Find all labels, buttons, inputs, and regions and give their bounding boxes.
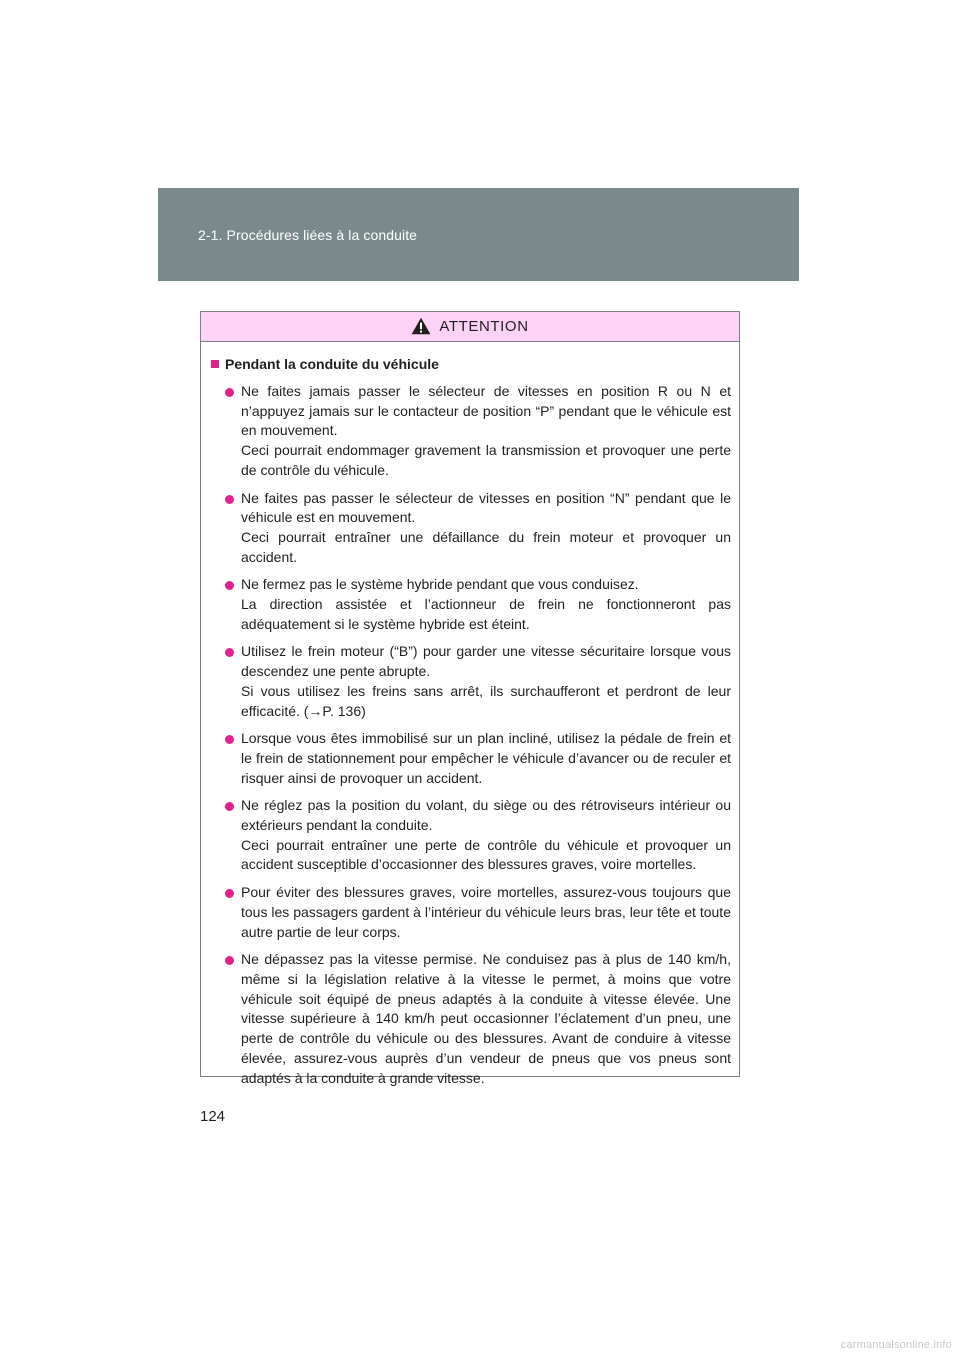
attention-box (200, 311, 740, 1086)
round-bullet-icon (225, 735, 234, 744)
round-bullet-icon (225, 648, 234, 657)
bullet-text: Si vous utilisez les freins sans arrêt, ils surchaufferont et perdront de leur efficacité. (→P. 136) (241, 682, 731, 719)
bullet-text: Pour éviter des blessures graves, voire mortelles, assurez-vous toujours que tous les passagers gardent à l’intérieur du véhicule leurs bras, leur tête et toute autre partie de leur corps. (241, 884, 731, 940)
warning-triangle-icon (411, 317, 431, 335)
bullet-item (209, 382, 731, 481)
bullet-item (209, 489, 731, 568)
bullet-item (209, 575, 731, 634)
bullet-text: Ceci pourrait endommager gravement la transmission et provoquer une perte de contrôle du véhicule. (241, 442, 731, 478)
bullet-text: Ne faites jamais passer le sélecteur de vitesses en position R ou N et n’appuyez jamais sur le contacteur de position “P” pendant que le véhicule est en mouvement. (241, 383, 731, 439)
bullet-text: Ne fermez pas le système hybride pendant que vous conduisez. (241, 576, 639, 593)
page-number: 124 (200, 1108, 226, 1125)
round-bullet-icon (225, 495, 234, 504)
attention-header (201, 312, 739, 342)
round-bullet-icon (225, 388, 234, 397)
round-bullet-icon (225, 956, 234, 965)
bullet-item (209, 883, 731, 942)
bullet-text: Ceci pourrait entraîner une perte de contrôle du véhicule et provoquer un accident susceptible d’occasionner des blessures graves, voire mortelles. (241, 836, 731, 873)
bullet-text: La direction assistée et l’actionneur de frein ne fonctionneront pas adéquatement si le système hybride est éteint. (241, 596, 731, 632)
bullet-text: Ne dépassez pas la vitesse permise. Ne conduisez pas à plus de 140 km/h, même si la législation relative à la vitesse le permet, à moins que votre véhicule soit équipé de pneus adaptés à la conduite à vitesse élevée. Une vitesse supérieure à 140 km/h peut occasionner l’éclatement d’un pneu, une perte de contrôle du véhicule ou des blessures. Avant de conduire à vitesse élevée, assurez-vous auprès d’un vendeur de pneus que vos pneus sont adaptés à la conduite à grande vitesse. (241, 951, 731, 1086)
round-bullet-icon (225, 889, 234, 898)
bullet-text: Lorsque vous êtes immobilisé sur un plan incliné, utilisez la pédale de frein et le frein de stationnement pour empêcher le véhicule d’avancer ou de reculer et risquer ainsi de provoquer un accident. (241, 730, 731, 786)
chapter-header-band (158, 188, 799, 281)
round-bullet-icon (225, 802, 234, 811)
watermark: carmanualsonline.info (840, 1339, 952, 1351)
round-bullet-icon (225, 581, 234, 590)
section-title: Pendant la conduite du véhicule (225, 356, 439, 372)
bullet-item (209, 729, 731, 788)
square-bullet-icon (211, 360, 219, 368)
bullet-item (209, 950, 731, 1088)
attention-body (201, 342, 739, 1088)
bullet-text: Ne réglez pas la position du volant, du siège ou des rétroviseurs intérieur ou extérieurs pendant la conduite. (241, 797, 731, 834)
chapter-title: 2-1. Procédures liées à la conduite (198, 227, 418, 243)
bullet-text: Ceci pourrait entraîner une défaillance du frein moteur et provoquer un accident. (241, 528, 731, 565)
section-heading (209, 354, 731, 374)
attention-title: ATTENTION (439, 318, 529, 335)
bullet-text: Ne faites pas passer le sélecteur de vitesses en position “N” pendant que le véhicule est en mouvement. (241, 489, 731, 526)
bullet-item (209, 642, 731, 721)
bullet-item (209, 796, 731, 875)
bullet-text: Utilisez le frein moteur (“B”) pour garder une vitesse sécuritaire lorsque vous descendez une pente abrupte. (241, 643, 731, 680)
